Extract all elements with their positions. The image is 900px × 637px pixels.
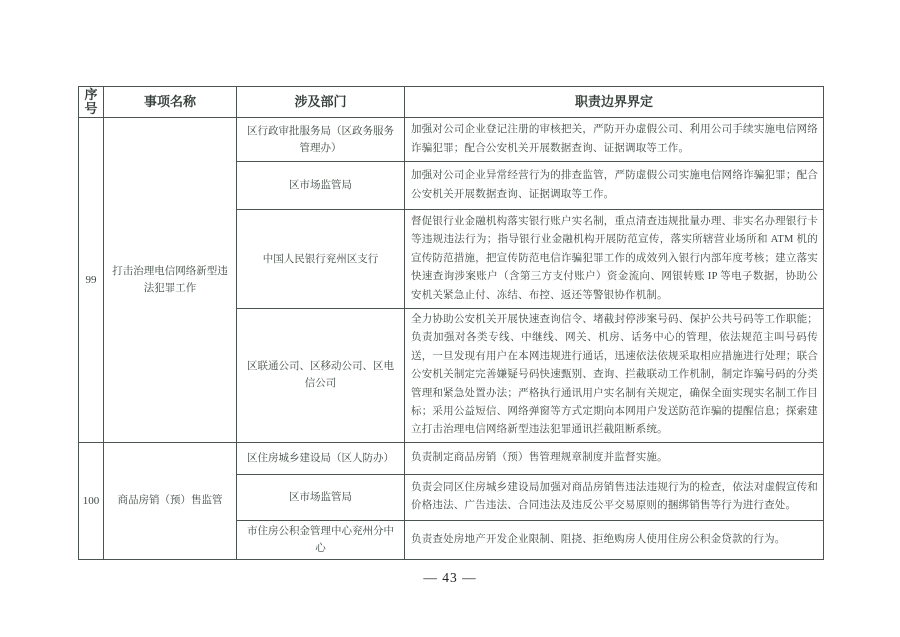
row100-dept-3: 市住房公积金管理中心兖州分中心: [237, 520, 405, 559]
row100-dept-1: 区住房城乡建设局（区人防办）: [237, 442, 405, 474]
row99-item-name: 打击治理电信网络新型违法犯罪工作: [104, 118, 237, 443]
row99-serial: 99: [79, 118, 104, 443]
table-row: [79, 118, 824, 162]
row100-duty-1: 负责制定商品房销（预）售管理规章制度并监督实施。: [405, 442, 824, 474]
row99-dept-1: 区行政审批服务局（区政务服务管理办）: [237, 118, 405, 162]
row100-duty-2: 负责会同区住房城乡建设局加强对商品房销售违法违规行为的检查，依法对虚假宣传和价格违法、广告违法、合同违法及违反公平交易原则的捆绑销售等行为进行查处。: [405, 474, 824, 520]
row99-dept-3: 中国人民银行兖州区支行: [237, 210, 405, 309]
row99-duty-3: 督促银行业金融机构落实银行账户实名制，重点清查违规批量办理、非实名办理银行卡等违规违法行为；指导银行业金融机构开展防范宣传，落实所辖营业场所和 ATM 机的宣传防范措施，把宣传防范电信诈骗犯罪工作的成效列入银行内部年度考核；建立落实快速查询涉案账户（含第三方支付账户）资金流向、网银转账 IP 等电子数据，协助公安机关紧急止付、冻结、布控、返还等警银协作机制。: [405, 210, 824, 309]
table-row: [79, 442, 824, 474]
row99-duty-2: 加强对公司企业异常经营行为的排查监管，严防虚假公司实施电信网络诈骗犯罪；配合公安机关开展数据查询、证据调取等工作。: [405, 162, 824, 210]
row99-duty-1: 加强对公司企业登记注册的审核把关，严防开办虚假公司、利用公司手续实施电信网络诈骗犯罪；配合公安机关开展数据查询、证据调取等工作。: [405, 118, 824, 162]
row100-item-name: 商品房销（预）售监管: [104, 442, 237, 559]
responsibility-table: [78, 86, 824, 560]
header-duty-boundary: 职责边界界定: [405, 87, 824, 118]
row99-duty-4: 全力协助公安机关开展快速查询信令、堵截封停涉案号码、保护公共号码等工作职能；负责加强对各类专线、中继线、网关、机房、话务中心的管理，依法规范主叫号码传送，一旦发现有用户在本网违规进行通话，迅速依法依规采取相应措施进行处理；联合公安机关制定完善嫌疑号码快速甄别、查询、拦截联动工作机制，制定诈骗号码的分类管理和紧急处置办法；严格执行通讯用户实名制有关规定，确保全面实现实名制工作目标；采用公益短信、网络弹窗等方式定期向本网用户发送防范诈骗的提醒信息；探索建立打击治理电信网络新型违法犯罪通讯拦截阻断系统。: [405, 309, 824, 443]
row99-dept-4: 区联通公司、区移动公司、区电信公司: [237, 309, 405, 443]
header-item-name: 事项名称: [104, 87, 237, 118]
row100-dept-2: 区市场监管局: [237, 474, 405, 520]
header-serial-number: 序号: [79, 87, 104, 118]
table-header-row: [79, 87, 824, 118]
page-number: — 43 —: [423, 570, 477, 585]
row99-dept-2: 区市场监管局: [237, 162, 405, 210]
row100-duty-3: 负责查处房地产开发企业限制、阻挠、拒绝购房人使用住房公积金贷款的行为。: [405, 520, 824, 559]
header-departments: 涉及部门: [237, 87, 405, 118]
row100-serial: 100: [79, 442, 104, 559]
